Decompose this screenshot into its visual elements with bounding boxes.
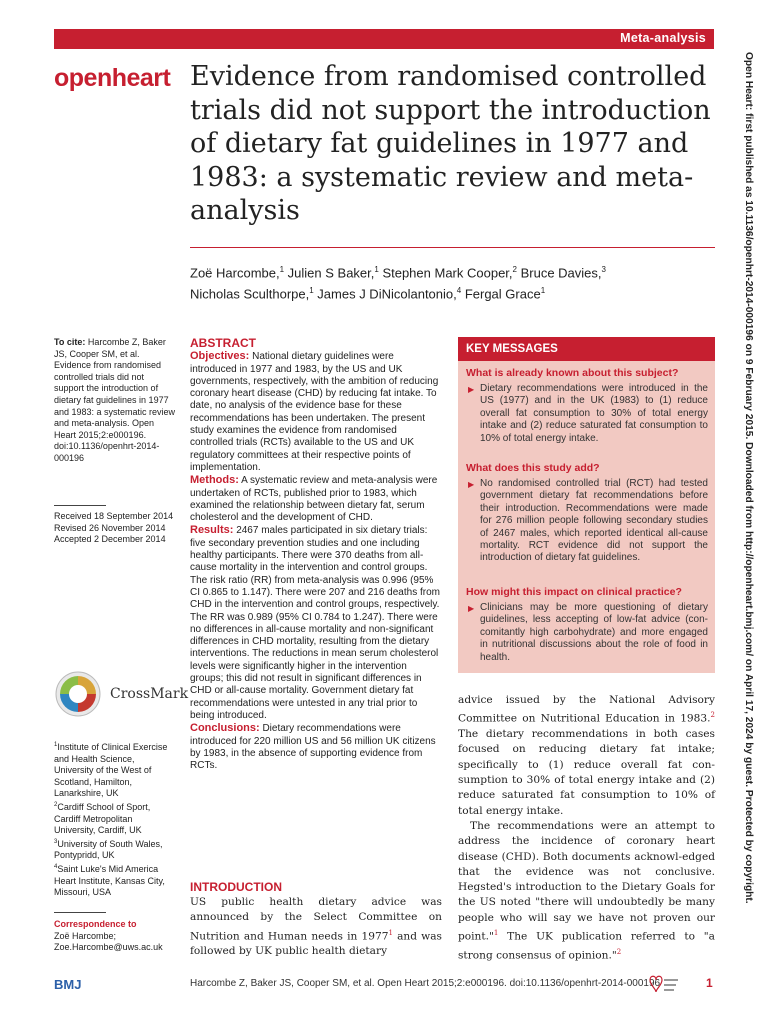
intro-text-b: and was followed by UK public health dietary <box>190 930 442 958</box>
correspondence-label: Correspondence to <box>54 919 137 929</box>
sidebar-divider-2 <box>54 912 106 913</box>
revised-date: Revised 26 November 2014 <box>54 522 166 533</box>
right-paragraph-2 <box>458 819 715 964</box>
vertical-copyright-note <box>740 52 754 967</box>
p2-text-b: The UK publication referred to "a strong consensus of opinion." <box>458 930 715 962</box>
author-affiliation-ref: 3 <box>601 265 606 274</box>
p1-text-a: advice issued by the National Advisory Committee on Nutritional Education in 1983. <box>458 694 715 725</box>
sidebar-divider <box>54 505 106 506</box>
crossmark-badge[interactable] <box>54 670 189 718</box>
methods-label: Methods: <box>190 474 239 487</box>
abstract-objectives <box>190 350 442 474</box>
vertical-note-text: Open Heart: first published as 10.1136/openhrt-2014-000196 on 9 February 2015. Downloaded from http://openheart.bmj.com/ on April 17, 2024 by guest. Protected by copyright. <box>743 52 754 904</box>
intro-text-a: US public health dietary advice was announced by the Select Committee on Nutrition and Human needs in 1977 <box>190 896 442 943</box>
dates-block <box>54 511 176 546</box>
author-line-2 <box>190 282 715 303</box>
key-answer-1 <box>468 383 708 445</box>
p1-text-b: The dietary recommendations in both cases focused on reducing dietary fat intake; specifically to (1) reduce overall fat con-sumption to 30% of total energy intake and (2) reduce saturated fat consumption to 10% of total energy intake. <box>458 728 715 817</box>
author-name: Nicholas Sculthorpe, <box>190 286 310 302</box>
affiliation-text: Saint Luke's Mid America Heart Institute, Kansas City, Missouri, USA <box>54 863 165 898</box>
section-label: Meta-analysis <box>620 31 706 45</box>
objectives-text: National dietary guidelines were introduced in 1977 and 1983, by the US and UK governments, respectively, with the ambition of reducing coronary heart disease (CHD) by reducing fat intake. To date, no analysis of the evidence base for these recommendations has been undertaken. The present study examines the evidence from randomised controlled trials (RCTs) available to the US and UK regulatory committees at their respective points of implementation. <box>190 351 439 473</box>
p2-ref-2[interactable]: 2 <box>616 947 622 956</box>
intro-ref[interactable]: 1 <box>388 928 393 937</box>
abstract-heading: ABSTRACT <box>190 336 256 350</box>
right-paragraph-1 <box>458 693 715 819</box>
footer-citation: Harcombe Z, Baker JS, Cooper SM, et al. Open Heart 2015;2:e000196. doi:10.1136/openhrt-2014-000196 <box>190 978 661 989</box>
affiliation-number: 4 <box>54 863 58 870</box>
conclusions-label: Conclusions: <box>190 722 260 735</box>
author-affiliation-ref: 1 <box>309 286 314 296</box>
key-answer-3-text: Clinicians may be more questioning of dietary guidelines, less accepting of low-fat advice (con-comitantly high carbohydrate) and more engaged in nutritional discussions about the role of food in health. <box>480 602 708 663</box>
p2-text-a: The recommendations were an attempt to address the incidence of coronary heart disease (CHD). Both documents acknowl-edged that the evidence was not conclusive. Hegsted's introduction to the Dietary Goals for the US noted "there will undoubtedly be many people who will say we have not proven our point." <box>458 819 715 943</box>
author-name: Fergal Grace <box>461 286 541 302</box>
affiliation-item <box>54 837 176 862</box>
cite-label: To cite: <box>54 337 86 347</box>
affiliations <box>54 740 176 899</box>
author-name: Zoë Harcombe, <box>190 265 280 281</box>
results-label: Results: <box>190 524 234 537</box>
author-affiliation-ref: 1 <box>540 286 546 296</box>
conclusions-text: Dietary recommendations were introduced for 220 million US and 56 million UK citizens by 1983, in the absence of supporting evidence from RCTs. <box>190 723 436 772</box>
crossmark-icon <box>54 670 102 718</box>
abstract-methods <box>190 474 442 524</box>
correspondence-name: Zoë Harcombe; <box>54 930 117 941</box>
title-divider <box>190 247 715 248</box>
author-affiliation-ref: 2 <box>512 265 517 274</box>
key-answer-2-text: No randomised controlled trial (RCT) had tested government dietary fat recommendations before their introduction. Recommendations were made for 276 million people following secondary studies of 2467 males, which reported identical all-cause mortality. RCT evidence did not support the introduction of dietary fat guidelines. <box>480 478 708 564</box>
correspondence-email[interactable]: Zoe.Harcombe@uws.ac.uk <box>54 942 163 953</box>
author-name: James J DiNicolantonio, <box>313 286 457 302</box>
author-name: Bruce Davies, <box>516 265 602 281</box>
affiliation-text: Cardiff School of Sport, Cardiff Metropolitan University, Cardiff, UK <box>54 801 151 836</box>
author-line-1 <box>190 261 715 282</box>
affiliation-item <box>54 800 176 837</box>
author-affiliation-ref: 1 <box>374 265 379 274</box>
key-messages-box <box>458 337 715 673</box>
p2-ref-1[interactable]: 1 <box>493 928 499 937</box>
affiliation-number: 2 <box>54 801 58 808</box>
page-number: 1 <box>706 976 713 990</box>
key-question-2: What does this study add? <box>466 462 600 474</box>
p1-ref[interactable]: 2 <box>710 711 715 720</box>
bullet-triangle-icon: ▶ <box>468 385 475 394</box>
affiliation-number: 3 <box>54 838 58 845</box>
section-banner <box>54 29 714 49</box>
results-text: 2467 males participated in six dietary trials: five secondary prevention studies and one including healthy participants. There were 370 deaths from all-cause mortality in the intervention and control groups. The risk ratio (RR) from meta-analysis was 0.996 (95% CI 0.865 to 1.147). There were 207 and 216 deaths from CHD in the intervention and control groups, respectively. The RR was 0.989 (95% CI 0.784 to 1.247). There were no differences in all-cause mortality and non-significant differences in CHD mortality, resulting from the dietary interventions. The reductions in mean serum cholesterol levels were significantly higher in the intervention groups; this did not result in significant differences in CHD or all-cause mortality. Government dietary fat recommendations were untested in any trial prior to being introduced. <box>190 525 440 721</box>
introduction-heading: INTRODUCTION <box>190 880 282 894</box>
crossmark-label: CrossMark <box>110 686 189 702</box>
heart-society-logo-icon <box>640 972 680 998</box>
affiliation-item <box>54 740 176 800</box>
bmj-logo: BMJ <box>54 977 82 992</box>
abstract <box>190 337 442 772</box>
objectives-label: Objectives: <box>190 350 250 363</box>
key-question-1: What is already known about this subject? <box>466 367 679 379</box>
correspondence-block <box>54 919 176 954</box>
bullet-triangle-icon: ▶ <box>468 480 475 489</box>
abstract-conclusions <box>190 722 442 772</box>
received-date: Received 18 September 2014 <box>54 511 174 521</box>
accepted-date: Accepted 2 December 2014 <box>54 534 166 545</box>
affiliation-text: Institute of Clinical Exercise and Health Science, University of the West of Scotland, Hamilton, Lanarkshire, UK <box>54 742 168 799</box>
bullet-triangle-icon: ▶ <box>468 604 475 613</box>
journal-logo: openheart <box>54 64 171 92</box>
author-affiliation-ref: 4 <box>456 286 462 296</box>
affiliation-text: University of South Wales, Pontypridd, UK <box>54 838 163 861</box>
key-answer-3 <box>468 602 708 664</box>
author-name: Julien S Baker, <box>284 265 375 281</box>
introduction-text <box>190 895 442 960</box>
affiliation-item <box>54 862 176 899</box>
right-column-text <box>458 693 715 964</box>
key-answer-1-text: Dietary recommendations were introduced in the US (1977) and in the UK (1983) to (1) reduce overall fat consumption to 30% of total energy intake and (2) reduce saturated fat consumption to 10% of total energy intake. <box>480 383 708 444</box>
author-list <box>190 261 715 304</box>
article-title: Evidence from randomised controlled trials did not support the introduction of dietary fat guidelines in 1977 and 1983: a systematic review and meta-analysis <box>190 61 711 226</box>
key-messages-header <box>458 337 715 361</box>
cite-text: Harcombe Z, Baker JS, Cooper SM, et al. Evidence from randomised controlled trials did not support the introduction of dietary fat guidelines in 1977 and 1983: a systematic review and meta-analysis. Open Heart 2015;2:e000196. doi:10.1136/openhrt-2014-000196 <box>54 337 176 463</box>
affiliation-number: 1 <box>54 742 58 748</box>
key-messages-heading: KEY MESSAGES <box>466 343 558 355</box>
key-question-3: How might this impact on clinical practice? <box>466 586 682 598</box>
author-affiliation-ref: 1 <box>279 265 285 274</box>
cite-block <box>54 337 176 465</box>
author-name: Stephen Mark Cooper, <box>378 265 513 281</box>
methods-text: A systematic review and meta-analysis were undertaken of RCTs, published prior to 1983, which examined the relationship between dietary fat, serum cholesterol and the development of CHD. <box>190 475 438 524</box>
key-answer-2 <box>468 478 708 565</box>
abstract-results <box>190 524 442 722</box>
